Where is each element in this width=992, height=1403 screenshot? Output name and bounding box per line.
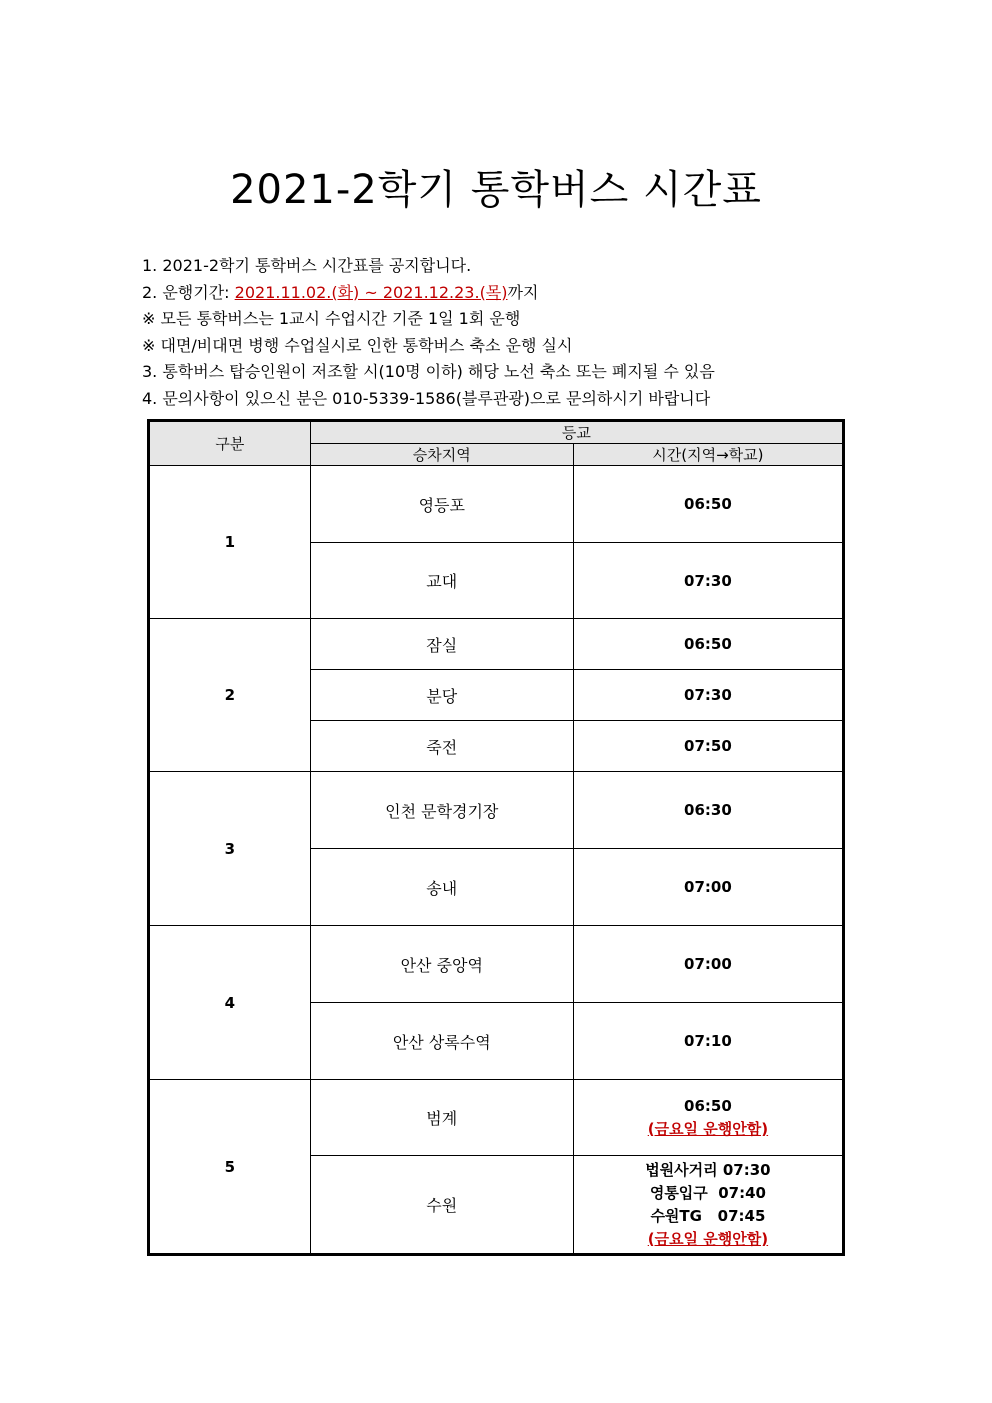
- page-title: 2021-2학기 통학버스 시간표: [230, 167, 762, 213]
- notice-1: 1. 2021-2학기 통학버스 시간표를 공지합니다.: [142, 256, 472, 275]
- departure-time: 07:10: [573, 1003, 843, 1080]
- table-row: [149, 926, 844, 1003]
- stop-name: 안산 중앙역: [310, 926, 573, 1003]
- departure-time: 07:50: [573, 721, 843, 772]
- header-direction: 등교: [310, 421, 843, 444]
- stop-name: 죽전: [310, 721, 573, 772]
- notice-2-prefix: 2. 운행기간:: [142, 282, 235, 302]
- departure-time: 07:00: [573, 926, 843, 1003]
- notice-6: 4. 문의사항이 있으신 분은 010-5339-1586(블루관광)으로 문의하시기 바랍니다: [142, 388, 711, 408]
- operation-period: 2021.11.02.(화) ~ 2021.12.23.(목): [234, 282, 508, 302]
- notice-2: [142, 280, 715, 307]
- stop-name: 송내: [310, 849, 573, 926]
- route-number: 2: [149, 619, 311, 772]
- stop-name: 교대: [310, 543, 573, 619]
- departure-time: [573, 1156, 843, 1255]
- route-number: 3: [149, 772, 311, 926]
- header-time: 시간(지역→학교): [573, 444, 843, 466]
- notice-2-suffix: 까지: [507, 282, 539, 302]
- stop-name: 안산 상록수역: [310, 1003, 573, 1080]
- route-number: 1: [149, 466, 311, 619]
- departure-time: 06:50: [573, 466, 843, 543]
- stop-name: 분당: [310, 670, 573, 721]
- route-number: 4: [149, 926, 311, 1080]
- stop-name: 영등포: [310, 466, 573, 543]
- notice-5: 3. 통학버스 탑승인원이 저조할 시(10명 이하) 해당 노선 축소 또는 폐지될 수 있음: [142, 362, 715, 381]
- stop-name: 범계: [310, 1080, 573, 1156]
- route-number: 5: [149, 1080, 311, 1255]
- departure-time: 06:50: [573, 619, 843, 670]
- notice-4: ※ 대면/비대면 병행 수업실시로 인한 통학버스 축소 운행 실시: [142, 335, 573, 355]
- time-value: 영통입구 07:40: [649, 1183, 766, 1202]
- header-stop: 승차지역: [310, 444, 573, 466]
- time-value: 법원사거리 07:30: [645, 1160, 771, 1179]
- stop-name: 잠실: [310, 619, 573, 670]
- friday-notice: (금요일 운행안함): [647, 1229, 769, 1248]
- table-row: [149, 772, 844, 849]
- departure-time: 07:00: [573, 849, 843, 926]
- time-value: 수원TG 07:45: [650, 1206, 766, 1225]
- notice-list: [142, 253, 715, 412]
- stop-name: 수원: [310, 1156, 573, 1255]
- table-row: [149, 1080, 844, 1156]
- bus-schedule-table: [147, 419, 845, 1256]
- stop-name: 인천 문학경기장: [310, 772, 573, 849]
- departure-time: 07:30: [573, 670, 843, 721]
- departure-time: [573, 1080, 843, 1156]
- notice-3: ※ 모든 통학버스는 1교시 수업시간 기준 1일 1회 운행: [142, 309, 521, 328]
- time-value: 06:50: [684, 1096, 732, 1115]
- header-group: 구분: [149, 421, 311, 466]
- departure-time: 07:30: [573, 543, 843, 619]
- departure-time: 06:30: [573, 772, 843, 849]
- table-row: [149, 619, 844, 670]
- friday-notice: (금요일 운행안함): [647, 1119, 769, 1138]
- table-row: [149, 466, 844, 543]
